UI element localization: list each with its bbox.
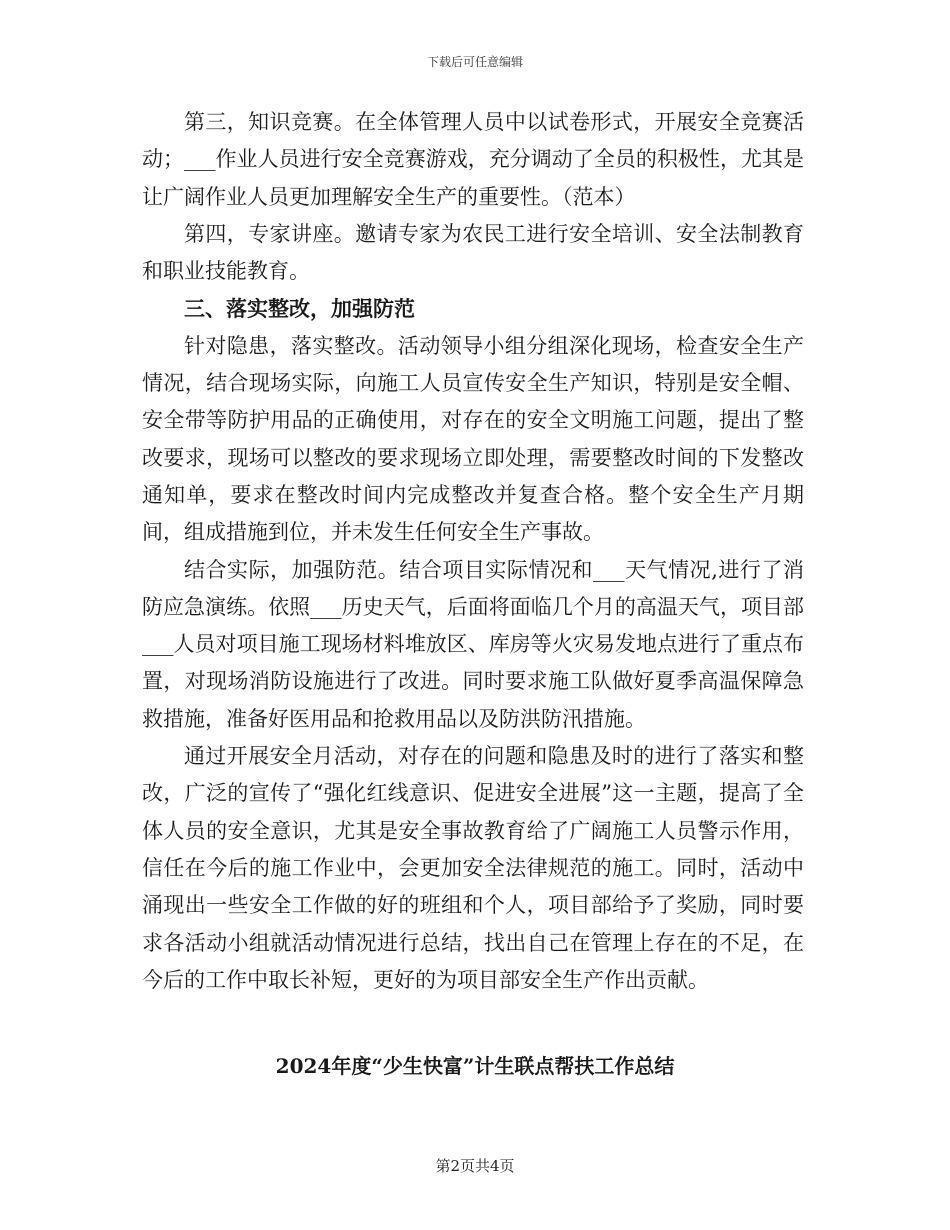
paragraph-prevention: 结合实际，加强防范。结合项目实际情况和___天气情况,进行了消防应急演练。依照___历史天气，后面将面临几个月的高温天气，项目部___人员对项目施工现场材料堆放区、库房等火灾易发地点进行了重点布置，对现场消防设施进行了改进。同时要求施工队做好夏季高温保障急救措施，准备好医用品和抢救用品以及防洪防汛措施。: [142, 557, 804, 731]
paragraph-expert-lecture: 第四，专家讲座。邀请专家为农民工进行安全培训、安全法制教育和职业技能教育。: [142, 221, 804, 284]
page-number: 第2页共4页: [435, 1157, 515, 1175]
paragraph-summary: 通过开展安全月活动，对存在的问题和隐患及时的进行了落实和整改，广泛的宣传了“强化红线意识、促进安全进展”这一主题，提高了全体人员的安全意识，尤其是安全事故教育给了广阔施工人员警示作用，信任在今后的施工作业中，会更加安全法律规范的施工。同时，活动中涌现出一些安全工作做的好的班组和个人，项目部给予了奖励，同时要求各活动小组就活动情况进行总结，找出自己在管理上存在的不足，在今后的工作中取长补短，更好的为项目部安全生产作出贡献。: [142, 744, 804, 992]
paragraph-rectification: 针对隐患，落实整改。活动领导小组分组深化现场，检查安全生产情况，结合现场实际，向施工人员宣传安全生产知识，特别是安全帽、安全带等防护用品的正确使用，对存在的安全文明施工问题，提出了整改要求，现场可以整改的要求现场立即处理，需要整改时间的下发整改通知单，要求在整改时间内完成整改并复查合格。整个安全生产月期间，组成措施到位，并未发生任何安全生产事故。: [142, 333, 804, 545]
header-note: 下载后可任意编辑: [426, 55, 523, 69]
document-body: [142, 104, 804, 999]
next-document-title: 2024年度“少生快富”计生联点帮扶工作总结: [275, 1054, 675, 1078]
section-heading: 三、落实整改，加强防范: [184, 296, 415, 322]
paragraph-knowledge-contest: 第三，知识竞赛。在全体管理人员中以试卷形式，开展安全竞赛活动；___作业人员进行安全竞赛游戏，充分调动了全员的积极性，尤其是让广阔作业人员更加理解安全生产的重要性。（范本）: [142, 110, 804, 209]
